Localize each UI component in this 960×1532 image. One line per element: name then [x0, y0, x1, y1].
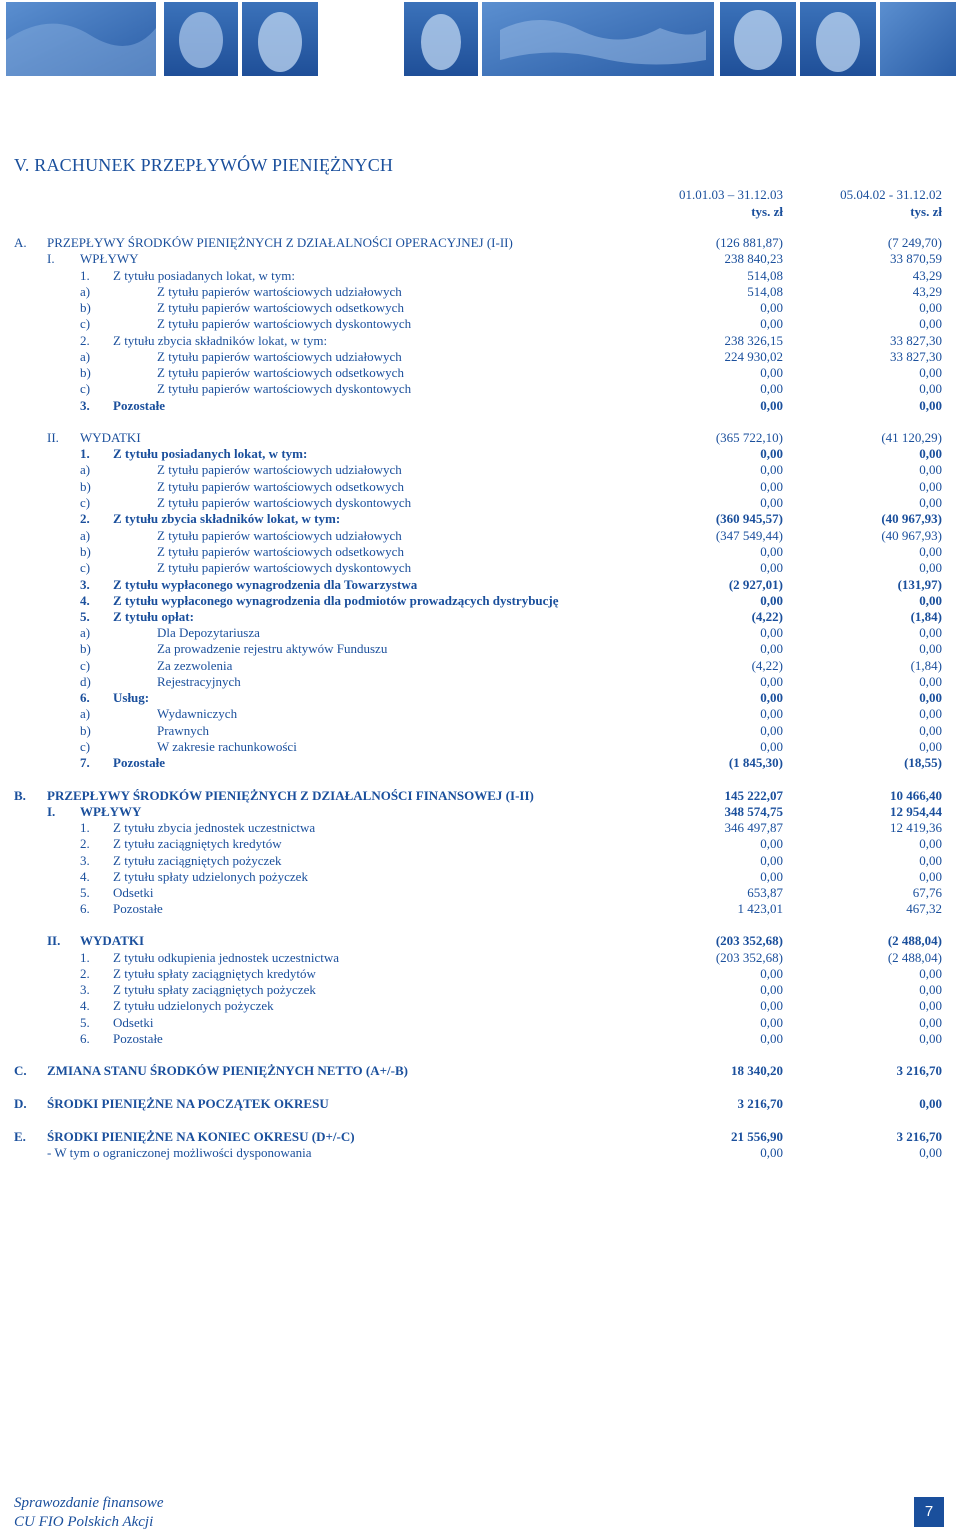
- table-row: [0, 577, 960, 593]
- value-2003: 0,00: [760, 739, 783, 754]
- row-number: 2.: [80, 511, 90, 526]
- value-2002: 0,00: [919, 1096, 942, 1111]
- table-row: [0, 268, 960, 284]
- row-number: 1.: [80, 268, 90, 283]
- value-2003: 0,00: [760, 1015, 783, 1030]
- row-number: a): [80, 706, 91, 721]
- row-label: Pozostałe: [113, 398, 165, 413]
- row-number: 1.: [80, 820, 90, 835]
- row-number: b): [80, 365, 91, 380]
- row-number: b): [80, 723, 91, 738]
- value-2002: 0,00: [919, 495, 942, 510]
- row-number: d): [80, 674, 91, 689]
- row-label: Z tytułu zbycia jednostek uczestnictwa: [113, 820, 316, 835]
- value-2003: 238 840,23: [724, 251, 783, 266]
- row-number: 2.: [80, 836, 90, 851]
- row-label: Z tytułu odkupienia jednostek uczestnictwa: [113, 950, 339, 965]
- row-number: c): [80, 739, 91, 754]
- row-number: c): [80, 560, 91, 575]
- row-number: 2.: [80, 333, 90, 348]
- value-2003: 224 930,02: [724, 349, 783, 364]
- row-label: Z tytułu papierów wartościowych udziałowych: [157, 349, 402, 364]
- value-2003: 0,00: [760, 966, 783, 981]
- row-label: W zakresie rachunkowości: [157, 739, 297, 754]
- value-2003: 238 326,15: [724, 333, 783, 348]
- row-number: 5.: [80, 609, 90, 624]
- value-2003: 514,08: [747, 268, 783, 283]
- value-2002: 33 870,59: [890, 251, 942, 266]
- value-2002: 0,00: [919, 1015, 942, 1030]
- value-2002: (2 488,04): [887, 950, 942, 965]
- column-header-2003: [679, 186, 783, 220]
- value-2002: 0,00: [919, 998, 942, 1013]
- value-2003: 0,00: [760, 690, 783, 705]
- row-label: Z tytułu posiadanych lokat, w tym:: [113, 268, 295, 283]
- row-number: a): [80, 462, 91, 477]
- value-2002: 3 216,70: [896, 1129, 942, 1144]
- row-number: b): [80, 479, 91, 494]
- row-label: Z tytułu zaciągniętych kredytów: [113, 836, 282, 851]
- value-2002: 33 827,30: [890, 349, 942, 364]
- value-2002: 0,00: [919, 381, 942, 396]
- row-label: Z tytułu zbycia składników lokat, w tym:: [113, 511, 341, 526]
- value-2002: (40 967,93): [881, 511, 942, 526]
- table-row: [0, 300, 960, 316]
- value-2003: 145 222,07: [724, 788, 783, 803]
- column-header-2002: [840, 186, 942, 220]
- value-2003: (1 845,30): [728, 755, 783, 770]
- value-2002: 0,00: [919, 593, 942, 608]
- row-number: a): [80, 625, 91, 640]
- value-2003: 0,00: [760, 446, 783, 461]
- row-number: a): [80, 349, 91, 364]
- row-label: Z tytułu wypłaconego wynagrodzenia dla Towarzystwa: [113, 577, 418, 592]
- header-photo-banner: [0, 0, 960, 80]
- row-label: ZMIANA STANU ŚRODKÓW PIENIĘŻNYCH NETTO (A+/-B): [47, 1063, 408, 1078]
- value-2002: 0,00: [919, 836, 942, 851]
- value-2003: 0,00: [760, 641, 783, 656]
- row-number: 3.: [80, 853, 90, 868]
- row-label: ŚRODKI PIENIĘŻNE NA KONIEC OKRESU (D+/-C): [47, 1129, 355, 1144]
- table-row: [0, 365, 960, 381]
- value-2002: 0,00: [919, 479, 942, 494]
- column-header-unit: tys. zł: [910, 204, 942, 219]
- value-2003: 0,00: [760, 706, 783, 721]
- value-2003: 348 574,75: [724, 804, 783, 819]
- table-row: [0, 658, 960, 674]
- value-2003: 0,00: [760, 1145, 783, 1160]
- row-number: D.: [14, 1096, 27, 1111]
- row-label: - W tym o ograniczonej możliwości dysponowania: [47, 1145, 312, 1160]
- value-2002: 12 954,44: [890, 804, 942, 819]
- value-2002: 0,00: [919, 869, 942, 884]
- table-row: [0, 820, 960, 836]
- value-2003: 0,00: [760, 836, 783, 851]
- value-2002: 0,00: [919, 723, 942, 738]
- table-row: [0, 333, 960, 349]
- row-number: A.: [14, 235, 27, 250]
- value-2003: 0,00: [760, 316, 783, 331]
- row-number: 6.: [80, 1031, 90, 1046]
- table-row: [0, 966, 960, 982]
- table-row: [0, 1015, 960, 1031]
- table-row: [0, 446, 960, 462]
- table-row: [0, 1031, 960, 1047]
- row-label: Prawnych: [157, 723, 209, 738]
- value-2003: (203 352,68): [715, 950, 783, 965]
- row-label: Wydawniczych: [157, 706, 238, 721]
- value-2003: 0,00: [760, 674, 783, 689]
- table-row: [0, 462, 960, 478]
- row-label: Z tytułu papierów wartościowych udziałowych: [157, 284, 402, 299]
- value-2003: 0,00: [760, 479, 783, 494]
- table-row: [0, 755, 960, 771]
- value-2003: 0,00: [760, 398, 783, 413]
- row-number: 6.: [80, 901, 90, 916]
- value-2003: (126 881,87): [715, 235, 783, 250]
- table-row: [0, 430, 960, 446]
- row-number: I.: [47, 804, 56, 819]
- row-number: 3.: [80, 398, 90, 413]
- page-number-badge: 7: [914, 1497, 944, 1527]
- value-2003: 0,00: [760, 593, 783, 608]
- value-2002: (131,97): [897, 577, 942, 592]
- table-row: [0, 739, 960, 755]
- value-2002: 43,29: [912, 284, 942, 299]
- value-2002: 33 827,30: [890, 333, 942, 348]
- value-2003: (347 549,44): [715, 528, 783, 543]
- row-number: a): [80, 528, 91, 543]
- value-2002: 467,32: [906, 901, 942, 916]
- row-label: Z tytułu spłaty udzielonych pożyczek: [113, 869, 308, 884]
- table-row: [0, 788, 960, 804]
- table-row: [0, 641, 960, 657]
- table-row: [0, 284, 960, 300]
- table-row: [0, 869, 960, 885]
- row-label: PRZEPŁYWY ŚRODKÓW PIENIĘŻNYCH Z DZIAŁALNOŚCI FINANSOWEJ (I-II): [47, 788, 534, 803]
- footer-line-1: Sprawozdanie finansowe: [14, 1495, 164, 1511]
- value-2003: 514,08: [747, 284, 783, 299]
- row-number: 3.: [80, 577, 90, 592]
- footer-line-2: CU FIO Polskich Akcji: [14, 1514, 154, 1530]
- value-2003: (2 927,01): [728, 577, 783, 592]
- table-row: [0, 901, 960, 917]
- row-label: Rejestracyjnych: [157, 674, 241, 689]
- row-number: c): [80, 658, 91, 673]
- value-2002: 0,00: [919, 706, 942, 721]
- value-2002: 0,00: [919, 1031, 942, 1046]
- value-2002: 0,00: [919, 398, 942, 413]
- value-2002: 0,00: [919, 982, 942, 997]
- row-label: Z tytułu papierów wartościowych odsetkowych: [157, 300, 404, 315]
- value-2002: 0,00: [919, 560, 942, 575]
- row-number: b): [80, 300, 91, 315]
- row-number: 1.: [80, 446, 90, 461]
- value-2003: 0,00: [760, 560, 783, 575]
- row-number: c): [80, 381, 91, 396]
- table-row: [0, 251, 960, 267]
- table-row: [0, 625, 960, 641]
- row-label: Z tytułu zaciągniętych pożyczek: [113, 853, 282, 868]
- value-2003: 0,00: [760, 998, 783, 1013]
- row-label: Pozostałe: [113, 901, 163, 916]
- value-2003: 18 340,20: [731, 1063, 783, 1078]
- row-number: E.: [14, 1129, 26, 1144]
- table-row: [0, 706, 960, 722]
- row-label: Z tytułu spłaty zaciągniętych kredytów: [113, 966, 316, 981]
- row-label: Z tytułu wypłaconego wynagrodzenia dla podmiotów prowadzących dystrybucję: [113, 593, 559, 608]
- value-2002: 0,00: [919, 625, 942, 640]
- row-label: Usług:: [113, 690, 150, 705]
- table-row: [0, 885, 960, 901]
- row-number: a): [80, 284, 91, 299]
- row-label: PRZEPŁYWY ŚRODKÓW PIENIĘŻNYCH Z DZIAŁALNOŚCI OPERACYJNEJ (I-II): [47, 235, 513, 250]
- table-row: [0, 950, 960, 966]
- value-2003: 0,00: [760, 381, 783, 396]
- table-row: [0, 544, 960, 560]
- value-2002: 12 419,36: [890, 820, 942, 835]
- row-number: C.: [14, 1063, 27, 1078]
- value-2002: (41 120,29): [881, 430, 942, 445]
- value-2003: 0,00: [760, 462, 783, 477]
- value-2002: 10 466,40: [890, 788, 942, 803]
- value-2002: 0,00: [919, 739, 942, 754]
- table-row: [0, 349, 960, 365]
- table-row: [0, 593, 960, 609]
- table-row: [0, 511, 960, 527]
- value-2002: 43,29: [912, 268, 942, 283]
- table-row: [0, 609, 960, 625]
- row-label: WPŁYWY: [80, 251, 139, 266]
- value-2003: 3 216,70: [737, 1096, 783, 1111]
- table-row: [0, 1063, 960, 1079]
- value-2002: (2 488,04): [887, 933, 942, 948]
- value-2002: 67,76: [912, 885, 942, 900]
- value-2003: (203 352,68): [715, 933, 783, 948]
- value-2002: (18,55): [904, 755, 942, 770]
- value-2002: 0,00: [919, 1145, 942, 1160]
- row-label: Z tytułu opłat:: [113, 609, 194, 624]
- value-2003: 0,00: [760, 723, 783, 738]
- row-number: I.: [47, 251, 55, 266]
- row-label: Z tytułu papierów wartościowych udziałowych: [157, 462, 402, 477]
- row-label: Za zezwolenia: [157, 658, 233, 673]
- row-label: Z tytułu papierów wartościowych dyskontowych: [157, 381, 412, 396]
- row-number: II.: [47, 430, 59, 445]
- value-2003: 346 497,87: [724, 820, 783, 835]
- table-row: [0, 235, 960, 251]
- table-row: [0, 1129, 960, 1145]
- row-label: Odsetki: [113, 885, 154, 900]
- value-2002: 0,00: [919, 462, 942, 477]
- table-row: [0, 690, 960, 706]
- row-label: Z tytułu zbycia składników lokat, w tym:: [113, 333, 328, 348]
- row-number: 4.: [80, 998, 90, 1013]
- value-2003: (4,22): [751, 609, 783, 624]
- row-number: 5.: [80, 1015, 90, 1030]
- value-2002: (40 967,93): [881, 528, 942, 543]
- value-2003: 653,87: [747, 885, 783, 900]
- value-2003: 0,00: [760, 544, 783, 559]
- value-2003: 0,00: [760, 1031, 783, 1046]
- value-2002: 0,00: [919, 316, 942, 331]
- table-row: [0, 933, 960, 949]
- row-label: Z tytułu papierów wartościowych udziałowych: [157, 528, 402, 543]
- value-2002: 0,00: [919, 674, 942, 689]
- footer-report-name: [14, 1494, 164, 1532]
- column-header-period: 01.01.03 – 31.12.03: [679, 187, 783, 202]
- row-label: Z tytułu papierów wartościowych dyskontowych: [157, 495, 412, 510]
- row-label: Pozostałe: [113, 755, 165, 770]
- value-2002: (1,84): [910, 609, 942, 624]
- value-2002: 0,00: [919, 690, 942, 705]
- row-label: Z tytułu papierów wartościowych odsetkowych: [157, 479, 404, 494]
- row-number: b): [80, 641, 91, 656]
- row-label: WYDATKI: [80, 430, 141, 445]
- row-label: Z tytułu papierów wartościowych dyskontowych: [157, 316, 412, 331]
- table-row: [0, 316, 960, 332]
- value-2002: 0,00: [919, 300, 942, 315]
- row-label: Za prowadzenie rejestru aktywów Funduszu: [157, 641, 388, 656]
- value-2002: 0,00: [919, 544, 942, 559]
- value-2003: 0,00: [760, 625, 783, 640]
- value-2002: 0,00: [919, 641, 942, 656]
- value-2003: 0,00: [760, 300, 783, 315]
- table-row: [0, 723, 960, 739]
- value-2003: 21 556,90: [731, 1129, 783, 1144]
- table-row: [0, 1145, 960, 1161]
- table-row: [0, 528, 960, 544]
- row-label: Pozostałe: [113, 1031, 163, 1046]
- row-number: 2.: [80, 966, 90, 981]
- row-label: ŚRODKI PIENIĘŻNE NA POCZĄTEK OKRESU: [47, 1096, 329, 1111]
- row-label: Z tytułu udzielonych pożyczek: [113, 998, 274, 1013]
- value-2003: (4,22): [751, 658, 783, 673]
- value-2003: 0,00: [760, 365, 783, 380]
- table-row: [0, 982, 960, 998]
- value-2002: 0,00: [919, 446, 942, 461]
- column-header-unit: tys. zł: [751, 204, 783, 219]
- row-number: 3.: [80, 982, 90, 997]
- row-label: Z tytułu spłaty zaciągniętych pożyczek: [113, 982, 316, 997]
- row-label: Z tytułu papierów wartościowych dyskontowych: [157, 560, 412, 575]
- table-row: [0, 1096, 960, 1112]
- value-2003: 0,00: [760, 982, 783, 997]
- row-label: Dla Depozytariusza: [157, 625, 260, 640]
- row-number: B.: [14, 788, 26, 803]
- table-row: [0, 998, 960, 1014]
- row-number: 4.: [80, 593, 90, 608]
- row-number: 5.: [80, 885, 90, 900]
- table-row: [0, 381, 960, 397]
- value-2002: (7 249,70): [887, 235, 942, 250]
- page-title: V. RACHUNEK PRZEPŁYWÓW PIENIĘŻNYCH: [14, 155, 394, 175]
- value-2003: 0,00: [760, 869, 783, 884]
- table-row: [0, 398, 960, 414]
- column-header-period: 05.04.02 - 31.12.02: [840, 187, 942, 202]
- value-2002: (1,84): [910, 658, 942, 673]
- row-label: WPŁYWY: [80, 804, 142, 819]
- table-row: [0, 804, 960, 820]
- row-label: Odsetki: [113, 1015, 154, 1030]
- row-number: 7.: [80, 755, 90, 770]
- row-label: Z tytułu posiadanych lokat, w tym:: [113, 446, 308, 461]
- row-number: 1.: [80, 950, 90, 965]
- table-row: [0, 836, 960, 852]
- row-number: c): [80, 316, 91, 331]
- value-2003: 0,00: [760, 853, 783, 868]
- row-label: Z tytułu papierów wartościowych odsetkowych: [157, 544, 404, 559]
- value-2003: 0,00: [760, 495, 783, 510]
- row-number: 6.: [80, 690, 90, 705]
- table-row: [0, 853, 960, 869]
- table-row: [0, 560, 960, 576]
- row-label: WYDATKI: [80, 933, 145, 948]
- table-row: [0, 495, 960, 511]
- row-number: 4.: [80, 869, 90, 884]
- row-label: Z tytułu papierów wartościowych odsetkowych: [157, 365, 404, 380]
- banner-tile-pattern-2: [880, 2, 956, 76]
- table-row: [0, 674, 960, 690]
- value-2003: 1 423,01: [737, 901, 783, 916]
- value-2002: 3 216,70: [896, 1063, 942, 1078]
- row-number: c): [80, 495, 91, 510]
- value-2003: (360 945,57): [715, 511, 783, 526]
- row-number: b): [80, 544, 91, 559]
- table-row: [0, 479, 960, 495]
- value-2002: 0,00: [919, 853, 942, 868]
- value-2002: 0,00: [919, 365, 942, 380]
- value-2003: (365 722,10): [715, 430, 783, 445]
- row-number: II.: [47, 933, 61, 948]
- value-2002: 0,00: [919, 966, 942, 981]
